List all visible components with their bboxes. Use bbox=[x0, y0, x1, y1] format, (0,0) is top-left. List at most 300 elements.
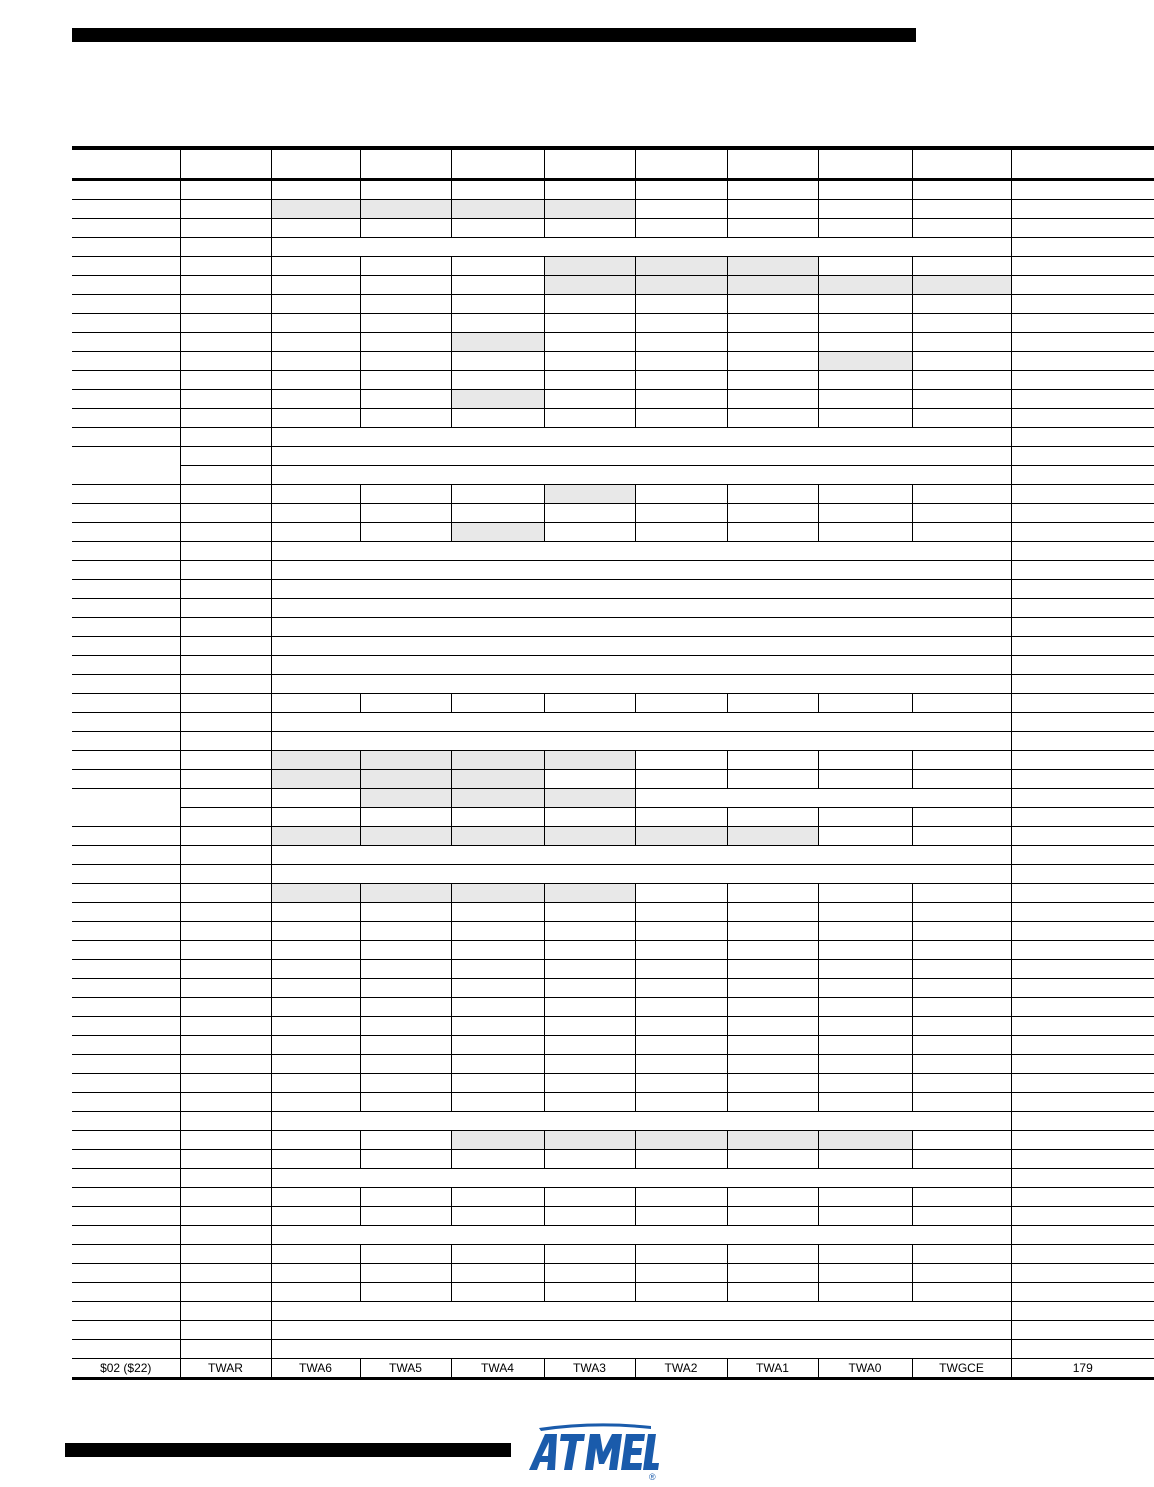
table-cell bbox=[72, 960, 180, 979]
table-cell bbox=[360, 1283, 451, 1302]
table-cell bbox=[544, 295, 635, 314]
table-row bbox=[72, 865, 1154, 884]
table-cell bbox=[635, 922, 727, 941]
table-cell bbox=[635, 808, 727, 827]
table-cell bbox=[360, 1036, 451, 1055]
table-cell bbox=[451, 1036, 544, 1055]
table-row bbox=[72, 675, 1154, 694]
table-cell bbox=[1011, 713, 1154, 732]
reserved-bit-cell bbox=[727, 276, 818, 295]
table-cell bbox=[635, 1150, 727, 1169]
table-cell bbox=[1011, 1112, 1154, 1131]
table-cell bbox=[635, 770, 727, 789]
table-cell bbox=[818, 295, 912, 314]
reserved-bit-cell bbox=[360, 789, 451, 808]
table-cell bbox=[360, 903, 451, 922]
table-cell bbox=[72, 1207, 180, 1226]
table-cell bbox=[180, 561, 271, 580]
table-cell bbox=[1011, 675, 1154, 694]
table-cell bbox=[180, 751, 271, 770]
table-cell bbox=[727, 1245, 818, 1264]
table-cell bbox=[271, 428, 1011, 447]
table-row bbox=[72, 846, 1154, 865]
table-row bbox=[72, 523, 1154, 542]
table-cell bbox=[1011, 1188, 1154, 1207]
table-cell bbox=[72, 447, 180, 485]
table-cell bbox=[912, 1207, 1011, 1226]
table-cell bbox=[635, 504, 727, 523]
table-cell bbox=[544, 390, 635, 409]
table-cell bbox=[451, 998, 544, 1017]
table-cell bbox=[271, 922, 360, 941]
table-cell bbox=[1011, 827, 1154, 846]
table-cell bbox=[818, 827, 912, 846]
table-cell bbox=[912, 180, 1011, 200]
table-cell bbox=[727, 200, 818, 219]
table-cell bbox=[451, 694, 544, 713]
table-cell bbox=[544, 808, 635, 827]
table-cell bbox=[360, 960, 451, 979]
reserved-bit-cell bbox=[544, 200, 635, 219]
table-cell bbox=[180, 390, 271, 409]
table-cell bbox=[451, 485, 544, 504]
table-cell bbox=[1011, 1169, 1154, 1188]
table-cell bbox=[271, 257, 360, 276]
table-cell bbox=[1011, 903, 1154, 922]
table-cell bbox=[180, 922, 271, 941]
table-cell bbox=[544, 1036, 635, 1055]
table-cell bbox=[180, 1131, 271, 1150]
table-cell bbox=[727, 390, 818, 409]
table-cell bbox=[818, 1207, 912, 1226]
table-cell bbox=[271, 1112, 1011, 1131]
table-cell bbox=[180, 1302, 271, 1321]
table-cell bbox=[180, 276, 271, 295]
table-cell bbox=[180, 675, 271, 694]
twar-register-row bbox=[72, 1359, 1154, 1379]
table-cell bbox=[727, 1264, 818, 1283]
table-cell bbox=[271, 618, 1011, 637]
table-cell bbox=[360, 257, 451, 276]
table-row bbox=[72, 504, 1154, 523]
table-cell bbox=[818, 941, 912, 960]
table-cell bbox=[818, 485, 912, 504]
table-row bbox=[72, 998, 1154, 1017]
table-cell bbox=[271, 1131, 360, 1150]
table-cell bbox=[635, 180, 727, 200]
table-cell bbox=[544, 694, 635, 713]
table-cell bbox=[271, 276, 360, 295]
table-cell bbox=[271, 1340, 1011, 1359]
table-cell bbox=[818, 219, 912, 238]
table-cell bbox=[635, 409, 727, 428]
reserved-bit-cell bbox=[451, 1131, 544, 1150]
table-cell bbox=[912, 998, 1011, 1017]
table-cell bbox=[1011, 922, 1154, 941]
table-cell bbox=[635, 1245, 727, 1264]
table-cell bbox=[451, 960, 544, 979]
reserved-bit-cell bbox=[544, 827, 635, 846]
table-cell bbox=[271, 238, 1011, 257]
table-cell bbox=[72, 485, 180, 504]
table-row bbox=[72, 580, 1154, 599]
table-cell bbox=[544, 1150, 635, 1169]
table-cell bbox=[271, 580, 1011, 599]
table-row bbox=[72, 656, 1154, 675]
table-row bbox=[72, 485, 1154, 504]
table-row bbox=[72, 409, 1154, 428]
table-cell bbox=[544, 352, 635, 371]
table-cell bbox=[635, 1283, 727, 1302]
table-row bbox=[72, 219, 1154, 238]
table-cell bbox=[271, 219, 360, 238]
table-cell bbox=[72, 1131, 180, 1150]
table-cell bbox=[635, 1207, 727, 1226]
table-cell bbox=[180, 485, 271, 504]
table-cell bbox=[451, 276, 544, 295]
table-cell bbox=[451, 941, 544, 960]
table-cell bbox=[1011, 1150, 1154, 1169]
table-cell bbox=[271, 1302, 1011, 1321]
table-cell bbox=[72, 732, 180, 751]
table-cell bbox=[72, 1169, 180, 1188]
table-cell bbox=[818, 1055, 912, 1074]
table-cell bbox=[360, 998, 451, 1017]
table-cell bbox=[180, 466, 271, 485]
table-row bbox=[72, 1340, 1154, 1359]
table-cell bbox=[271, 1188, 360, 1207]
table-cell bbox=[544, 1017, 635, 1036]
table-cell bbox=[271, 808, 360, 827]
table-cell bbox=[727, 219, 818, 238]
table-row bbox=[72, 561, 1154, 580]
table-cell bbox=[180, 770, 271, 789]
table-cell bbox=[818, 884, 912, 903]
table-cell bbox=[912, 1264, 1011, 1283]
table-row bbox=[72, 713, 1154, 732]
table-cell bbox=[180, 884, 271, 903]
table-cell bbox=[451, 219, 544, 238]
table-cell bbox=[544, 922, 635, 941]
table-cell bbox=[1011, 580, 1154, 599]
table-cell bbox=[818, 1036, 912, 1055]
table-cell bbox=[72, 1036, 180, 1055]
table-cell bbox=[72, 390, 180, 409]
table-cell bbox=[1011, 542, 1154, 561]
table-cell bbox=[544, 1055, 635, 1074]
table-cell bbox=[180, 1188, 271, 1207]
reserved-bit-cell bbox=[727, 257, 818, 276]
table-cell bbox=[180, 371, 271, 390]
table-cell bbox=[271, 314, 360, 333]
table-cell bbox=[1011, 390, 1154, 409]
table-cell bbox=[271, 447, 1011, 466]
table-row bbox=[72, 922, 1154, 941]
table-cell bbox=[635, 1188, 727, 1207]
register-summary-table bbox=[72, 146, 1154, 1380]
table-row bbox=[72, 1150, 1154, 1169]
table-cell bbox=[1011, 1074, 1154, 1093]
reserved-bit-cell bbox=[635, 276, 727, 295]
table-cell bbox=[72, 180, 180, 200]
table-cell bbox=[912, 941, 1011, 960]
table-cell bbox=[912, 1093, 1011, 1112]
table-cell bbox=[818, 371, 912, 390]
table-cell bbox=[180, 295, 271, 314]
table-cell bbox=[912, 485, 1011, 504]
table-cell bbox=[451, 257, 544, 276]
table-cell bbox=[271, 637, 1011, 656]
table-cell bbox=[180, 618, 271, 637]
table-cell bbox=[1011, 238, 1154, 257]
table-cell bbox=[451, 295, 544, 314]
table-cell bbox=[451, 504, 544, 523]
table-row bbox=[72, 180, 1154, 200]
table-cell bbox=[635, 941, 727, 960]
table-cell bbox=[635, 219, 727, 238]
table-cell bbox=[1011, 561, 1154, 580]
table-cell bbox=[544, 504, 635, 523]
table-cell bbox=[271, 675, 1011, 694]
table-cell bbox=[727, 1283, 818, 1302]
bit-2: TWA1 bbox=[727, 1359, 818, 1379]
table-cell bbox=[635, 998, 727, 1017]
table-cell bbox=[72, 148, 180, 180]
table-cell bbox=[635, 485, 727, 504]
table-cell bbox=[818, 1017, 912, 1036]
table-cell bbox=[635, 148, 727, 180]
table-cell bbox=[451, 1188, 544, 1207]
bit-3: TWA2 bbox=[635, 1359, 727, 1379]
table-cell bbox=[1011, 751, 1154, 770]
table-cell bbox=[180, 903, 271, 922]
table-cell bbox=[271, 504, 360, 523]
table-cell bbox=[180, 960, 271, 979]
table-cell bbox=[72, 1226, 180, 1245]
reserved-bit-cell bbox=[451, 333, 544, 352]
table-cell bbox=[72, 1074, 180, 1093]
table-cell bbox=[727, 295, 818, 314]
table-row bbox=[72, 1112, 1154, 1131]
table-cell bbox=[912, 751, 1011, 770]
table-cell bbox=[180, 865, 271, 884]
table-cell bbox=[271, 1150, 360, 1169]
table-cell bbox=[1011, 523, 1154, 542]
table-cell bbox=[912, 1074, 1011, 1093]
table-cell bbox=[1011, 257, 1154, 276]
table-cell bbox=[818, 180, 912, 200]
table-cell bbox=[271, 960, 360, 979]
table-cell bbox=[72, 238, 180, 257]
bit-4: TWA3 bbox=[544, 1359, 635, 1379]
table-cell bbox=[727, 770, 818, 789]
table-cell bbox=[818, 1074, 912, 1093]
table-cell bbox=[912, 409, 1011, 428]
table-cell bbox=[180, 409, 271, 428]
register-name: TWAR bbox=[180, 1359, 271, 1379]
table-cell bbox=[544, 1283, 635, 1302]
table-cell bbox=[72, 352, 180, 371]
table-cell bbox=[818, 1150, 912, 1169]
reserved-bit-cell bbox=[544, 751, 635, 770]
table-cell bbox=[635, 960, 727, 979]
table-row bbox=[72, 941, 1154, 960]
reserved-bit-cell bbox=[451, 390, 544, 409]
reserved-bit-cell bbox=[544, 485, 635, 504]
table-cell bbox=[544, 1188, 635, 1207]
table-cell bbox=[1011, 295, 1154, 314]
table-cell bbox=[818, 770, 912, 789]
table-cell bbox=[72, 922, 180, 941]
table-cell bbox=[271, 1074, 360, 1093]
bit-6: TWA5 bbox=[360, 1359, 451, 1379]
table-cell bbox=[451, 1017, 544, 1036]
table-cell bbox=[180, 1245, 271, 1264]
table-cell bbox=[1011, 884, 1154, 903]
table-cell bbox=[1011, 276, 1154, 295]
reserved-bit-cell bbox=[451, 789, 544, 808]
table-cell bbox=[180, 428, 271, 447]
table-cell bbox=[271, 732, 1011, 751]
table-cell bbox=[180, 1036, 271, 1055]
table-cell bbox=[451, 1207, 544, 1226]
table-cell bbox=[1011, 846, 1154, 865]
table-cell bbox=[818, 922, 912, 941]
table-cell bbox=[818, 1283, 912, 1302]
table-cell bbox=[912, 1150, 1011, 1169]
table-cell bbox=[1011, 1264, 1154, 1283]
table-cell bbox=[360, 1264, 451, 1283]
table-cell bbox=[271, 599, 1011, 618]
table-cell bbox=[180, 1321, 271, 1340]
table-cell bbox=[635, 979, 727, 998]
table-cell bbox=[912, 390, 1011, 409]
reserved-bit-cell bbox=[544, 276, 635, 295]
table-cell bbox=[72, 694, 180, 713]
table-cell bbox=[1011, 1226, 1154, 1245]
table-cell bbox=[271, 485, 360, 504]
table-row bbox=[72, 200, 1154, 219]
table-cell bbox=[1011, 1055, 1154, 1074]
reserved-bit-cell bbox=[271, 751, 360, 770]
table-cell bbox=[1011, 998, 1154, 1017]
header-bar bbox=[72, 28, 916, 42]
table-row bbox=[72, 1055, 1154, 1074]
reserved-bit-cell bbox=[544, 257, 635, 276]
table-row bbox=[72, 960, 1154, 979]
table-row bbox=[72, 808, 1154, 827]
table-cell bbox=[912, 960, 1011, 979]
bit-7: TWA6 bbox=[271, 1359, 360, 1379]
table-cell bbox=[1011, 637, 1154, 656]
table-cell bbox=[1011, 960, 1154, 979]
table-cell bbox=[1011, 148, 1154, 180]
table-cell bbox=[180, 846, 271, 865]
table-cell bbox=[544, 998, 635, 1017]
reserved-bit-cell bbox=[360, 884, 451, 903]
table-cell bbox=[72, 846, 180, 865]
table-cell bbox=[451, 409, 544, 428]
table-cell bbox=[360, 314, 451, 333]
table-cell bbox=[635, 789, 1011, 808]
table-cell bbox=[727, 903, 818, 922]
table-cell bbox=[271, 713, 1011, 732]
table-cell bbox=[451, 352, 544, 371]
table-cell bbox=[180, 1264, 271, 1283]
table-cell bbox=[912, 1055, 1011, 1074]
table-cell bbox=[727, 1074, 818, 1093]
table-cell bbox=[72, 200, 180, 219]
table-row bbox=[72, 276, 1154, 295]
table-cell bbox=[180, 504, 271, 523]
table-cell bbox=[180, 599, 271, 618]
table-cell bbox=[72, 295, 180, 314]
table-row bbox=[72, 1093, 1154, 1112]
table-cell bbox=[727, 1036, 818, 1055]
table-cell bbox=[1011, 1245, 1154, 1264]
table-cell bbox=[818, 148, 912, 180]
table-row bbox=[72, 618, 1154, 637]
bit-0: TWGCE bbox=[912, 1359, 1011, 1379]
table-cell bbox=[180, 352, 271, 371]
table-cell bbox=[912, 922, 1011, 941]
table-cell bbox=[727, 523, 818, 542]
table-cell bbox=[635, 523, 727, 542]
table-cell bbox=[1011, 732, 1154, 751]
table-cell bbox=[635, 352, 727, 371]
table-cell bbox=[1011, 428, 1154, 447]
table-cell bbox=[360, 333, 451, 352]
table-cell bbox=[72, 1340, 180, 1359]
table-cell bbox=[635, 1264, 727, 1283]
table-cell bbox=[1011, 599, 1154, 618]
table-cell bbox=[1011, 314, 1154, 333]
table-cell bbox=[360, 941, 451, 960]
table-cell bbox=[72, 1112, 180, 1131]
table-cell bbox=[271, 1017, 360, 1036]
registered-mark: ® bbox=[649, 1472, 656, 1482]
table-row bbox=[72, 694, 1154, 713]
table-cell bbox=[1011, 865, 1154, 884]
table-cell bbox=[727, 1188, 818, 1207]
table-cell bbox=[544, 180, 635, 200]
table-cell bbox=[1011, 352, 1154, 371]
table-cell bbox=[72, 789, 180, 827]
table-cell bbox=[180, 827, 271, 846]
table-cell bbox=[727, 884, 818, 903]
table-row bbox=[72, 447, 1154, 466]
table-cell bbox=[72, 1264, 180, 1283]
table-cell bbox=[72, 1245, 180, 1264]
table-cell bbox=[727, 504, 818, 523]
table-cell bbox=[912, 352, 1011, 371]
table-cell bbox=[451, 979, 544, 998]
table-cell bbox=[360, 808, 451, 827]
table-cell bbox=[72, 1055, 180, 1074]
table-cell bbox=[72, 1302, 180, 1321]
table-row bbox=[72, 371, 1154, 390]
table-cell bbox=[635, 1036, 727, 1055]
reserved-bit-cell bbox=[451, 884, 544, 903]
table-cell bbox=[360, 295, 451, 314]
table-cell bbox=[727, 979, 818, 998]
table-cell bbox=[360, 1074, 451, 1093]
table-cell bbox=[544, 770, 635, 789]
table-row bbox=[72, 257, 1154, 276]
table-cell bbox=[912, 808, 1011, 827]
reserved-bit-cell bbox=[544, 884, 635, 903]
table-cell bbox=[1011, 770, 1154, 789]
